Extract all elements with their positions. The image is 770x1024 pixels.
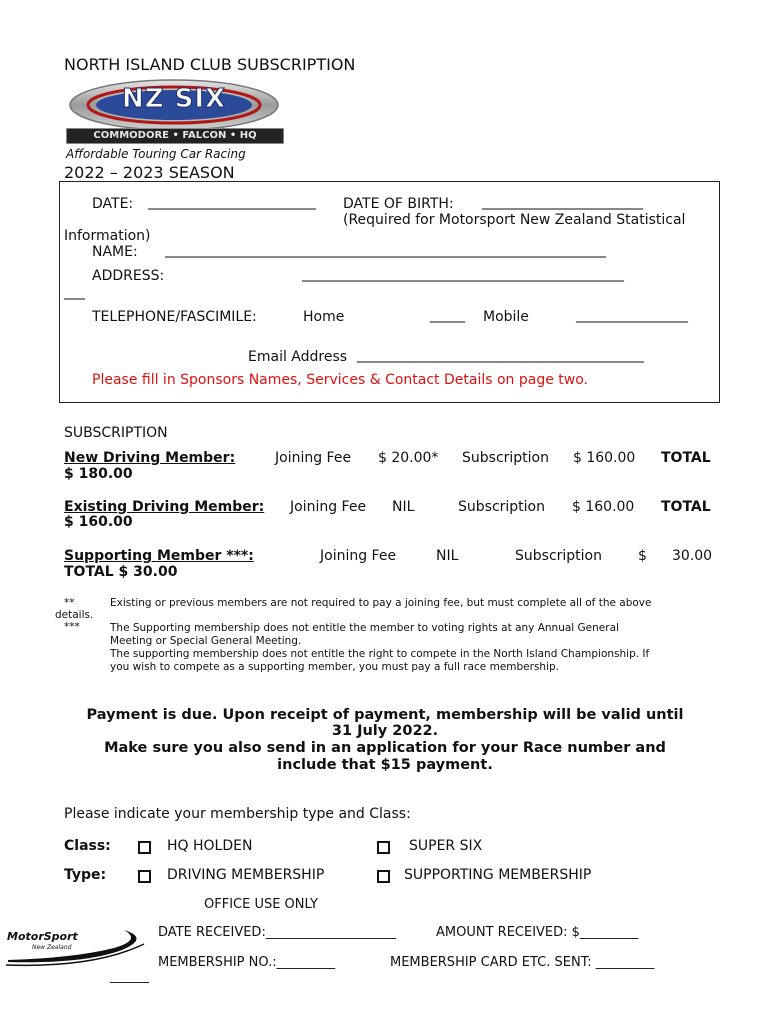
card-sent-field[interactable]: MEMBERSHIP CARD ETC. SENT: _________ <box>390 955 655 970</box>
joining-fee-label: Joining Fee <box>320 548 397 564</box>
joining-fee-label: Joining Fee <box>275 450 352 466</box>
phone-label: TELEPHONE/FASCIMILE: <box>92 309 257 325</box>
total-label: TOTAL <box>661 499 711 515</box>
motorsport-logo-text: MotorSport <box>7 930 78 943</box>
hq-holden-label: HQ HOLDEN <box>167 838 253 854</box>
dob-field[interactable]: _______________________ <box>482 194 643 210</box>
super-six-checkbox[interactable] <box>377 841 390 854</box>
member-type: Existing Driving Member: <box>64 499 265 515</box>
driving-membership-label: DRIVING MEMBERSHIP <box>167 867 325 883</box>
name-field[interactable]: _______________________________________________________________ <box>165 242 606 258</box>
date-received-field[interactable]: DATE RECEIVED:____________________ <box>158 925 396 940</box>
supporting-membership-checkbox[interactable] <box>377 870 390 883</box>
payment-line-2: 31 July 2022. <box>331 723 439 739</box>
subscription-value: $ 160.00 <box>573 450 636 466</box>
mobile-label: Mobile <box>483 309 529 325</box>
total-value: $ 180.00 <box>64 466 133 482</box>
membership-prompt: Please indicate your membership type and Class: <box>64 806 411 822</box>
name-label: NAME: <box>92 244 138 260</box>
type-label: Type: <box>64 867 107 883</box>
dob-label: DATE OF BIRTH: <box>343 196 454 212</box>
subscription-label: Subscription <box>515 548 602 564</box>
driving-membership-checkbox[interactable] <box>138 870 151 883</box>
joining-fee-label: Joining Fee <box>290 499 367 515</box>
total-value: TOTAL $ 30.00 <box>64 564 178 580</box>
total-label: TOTAL <box>661 450 711 466</box>
home-phone-field[interactable]: _____ <box>430 307 465 323</box>
address-label: ADDRESS: <box>92 268 165 284</box>
note-2-text: The Supporting membership does not entitle the member to voting rights at any Annual General <box>110 622 619 634</box>
member-type: New Driving Member: <box>64 450 236 466</box>
hq-holden-checkbox[interactable] <box>138 841 151 854</box>
subscription-label: Subscription <box>462 450 549 466</box>
joining-fee-value: NIL <box>392 499 415 515</box>
note-1-text: Existing or previous members are not required to pay a joining fee, but must complete all of the above <box>110 597 652 609</box>
member-type: Supporting Member ***: <box>64 548 254 564</box>
mobile-phone-field[interactable]: ________________ <box>576 307 688 323</box>
class-label: Class: <box>64 838 111 854</box>
season-title: 2022 – 2023 SEASON <box>64 163 235 182</box>
office-trailing-line: ______ <box>110 969 149 984</box>
subscription-value: $ 160.00 <box>572 499 635 515</box>
subscription-label: Subscription <box>458 499 545 515</box>
joining-fee-value: NIL <box>436 548 459 564</box>
total-value: $ 160.00 <box>64 514 133 530</box>
supporting-membership-label: SUPPORTING MEMBERSHIP <box>404 867 592 883</box>
date-label: DATE: <box>92 196 134 212</box>
logo-bar: COMMODORE • FALCON • HQ <box>66 128 284 144</box>
joining-fee-value: $ 20.00* <box>378 450 439 466</box>
subscription-value: 30.00 <box>672 548 713 564</box>
home-label: Home <box>303 309 345 325</box>
note-2-text-3: The supporting membership does not entitle the right to compete in the North Island Championship. If <box>110 648 650 660</box>
office-use-heading: OFFICE USE ONLY <box>204 897 318 912</box>
subscription-currency: $ <box>638 548 647 564</box>
payment-line-1: Payment is due. Upon receipt of payment, membership will be valid until <box>86 707 684 723</box>
dob-note-cont: Information) <box>64 228 151 244</box>
date-field[interactable]: ________________________ <box>148 194 316 210</box>
page-title: NORTH ISLAND CLUB SUBSCRIPTION <box>64 55 356 74</box>
motorsport-logo-subtext: New Zealand <box>32 944 72 951</box>
note-2-mark: *** <box>64 621 80 633</box>
motorsport-nz-logo <box>4 924 154 968</box>
logo-tagline: Affordable Touring Car Racing <box>66 147 246 161</box>
email-label: Email Address <box>248 349 348 365</box>
address-field[interactable]: ______________________________________________ <box>302 266 624 282</box>
subscription-heading: SUBSCRIPTION <box>64 425 168 441</box>
nz-six-logo <box>64 78 286 164</box>
membership-number-field[interactable]: MEMBERSHIP NO.:_________ <box>158 955 336 970</box>
email-field[interactable]: _________________________________________ <box>357 347 644 363</box>
super-six-label: SUPER SIX <box>409 838 483 854</box>
amount-received-field[interactable]: AMOUNT RECEIVED: $_________ <box>436 925 639 940</box>
note-2-text-2: Meeting or Special General Meeting. <box>110 635 302 647</box>
sponsor-note: Please fill in Sponsors Names, Services & Contact Details on page two. <box>92 372 588 388</box>
logo-main-text: NZ SIX <box>121 84 227 114</box>
note-1-mark: ** <box>64 597 75 609</box>
note-2-text-4: you wish to compete as a supporting member, you must pay a full race membership. <box>110 661 559 673</box>
payment-line-4: include that $15 payment. <box>277 757 493 773</box>
address-field-cont[interactable]: ___ <box>64 284 85 300</box>
dob-note: (Required for Motorsport New Zealand Statistical <box>343 212 686 228</box>
payment-line-3: Make sure you also send in an application for your Race number and <box>104 740 666 756</box>
note-1-text-cont: details. <box>55 609 94 621</box>
